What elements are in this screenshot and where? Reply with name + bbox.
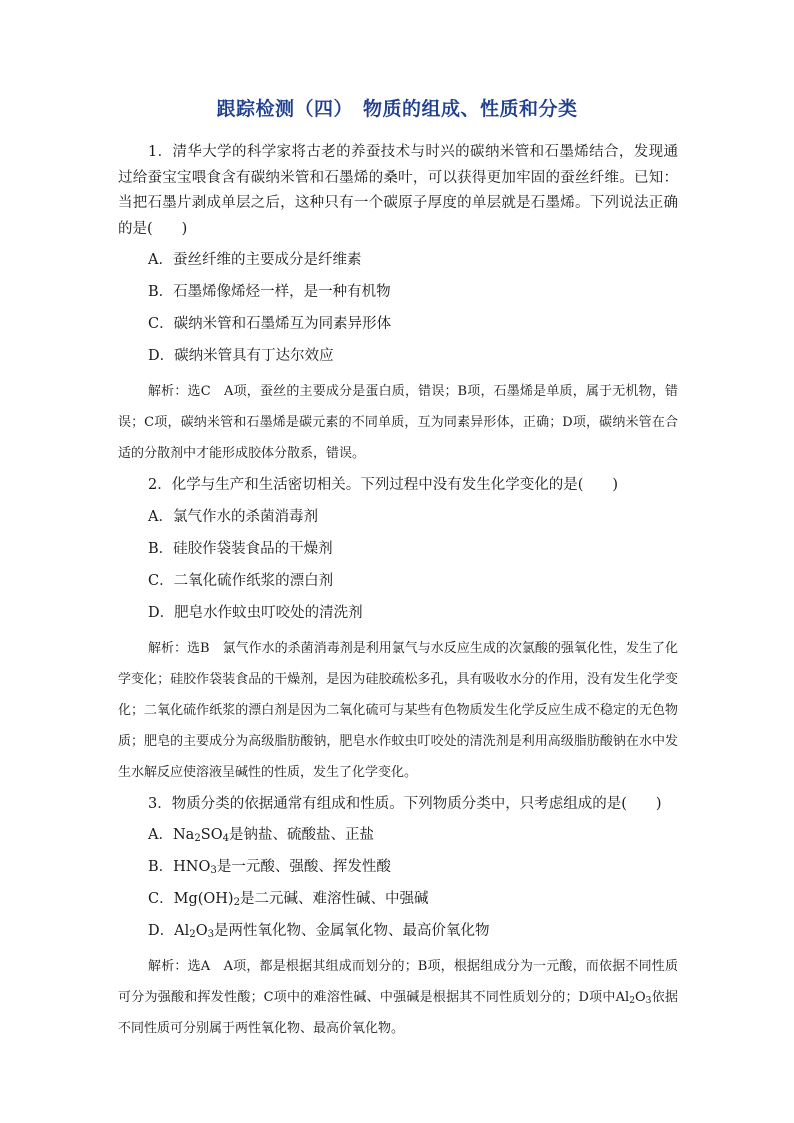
question-1-option-c: C．碳纳米管和石墨烯互为同素异形体 (148, 316, 392, 332)
subscript: 3 (207, 929, 215, 940)
text: A．Na (148, 827, 195, 843)
question-2-option-c: C．二氧化硫作纸浆的漂白剂 (148, 572, 334, 589)
text: 解析：选A A项，都是根据其组成而划分的；B项，根据组成分为一元酸，而依据不同性质可分为强酸和挥发性酸；C项中的难溶性碱、中强碱是根据其不同性质划分的；D项中Al (118, 959, 678, 1005)
subscript: 2 (629, 996, 635, 1006)
text: 是一元酸、强酸、挥发性酸 (216, 859, 391, 875)
text: O (195, 923, 208, 939)
question-1-option-a: A．蚕丝纤维的主要成分是纤维素 (148, 252, 362, 268)
text: O (635, 990, 646, 1005)
question-3-option-d (148, 919, 678, 945)
subscript: 2 (194, 833, 201, 844)
text: 是钠盐、硫酸盐、正盐 (229, 827, 375, 843)
text: 是二元碱、难溶性碱、中强碱 (240, 891, 429, 907)
question-2-explanation: 解析：选B 氯气作水的杀菌消毒剂是利用氯气与水反应生成的次氯酸的强氧化性，发生了化学变化；硅胶作袋装食品的干燥剂，是因为硅胶疏松多孔，具有吸收水分的作用，没有发生化学变化；二氧化硫作纸浆的漂白剂是因为二氧化硫可与某些有色物质发生化学反应生成不稳定的无色物质；肥皂的主要成分为高级脂肪酸钠，肥皂水作蚊虫叮咬处的清洗剂是利用高级脂肪酸钠在水中发生水解反应使溶液呈碱性的性质，发生了化学变化。 (118, 640, 678, 780)
question-3-option-b (148, 855, 678, 881)
question-2-option-a: A．氯气作水的杀菌消毒剂 (148, 508, 318, 525)
question-3-explanation (118, 951, 678, 1044)
subscript: 3 (210, 865, 217, 876)
question-3-option-c (148, 887, 678, 913)
subscript: 2 (233, 897, 241, 908)
question-1-stem: 1．清华大学的科学家将古老的养蚕技术与时兴的碳纳米管和石墨烯结合，发现通过给蚕宝宝喂食含有碳纳米管和石墨烯的桑叶，可以获得更加牢固的蚕丝纤维。已知：当把石墨片剥成单层之后，这种只有一个碳原子厚度的单层就是石墨烯。下列说法正确的是( ) (118, 144, 678, 237)
question-3-option-a (148, 823, 678, 849)
text: C．Mg(OH) (148, 891, 234, 907)
text: 依据不同性质可分别属于两性氧化物、最高价氧化物。 (118, 990, 678, 1036)
document-body (118, 140, 678, 1048)
subscript: 4 (222, 833, 230, 844)
question-2-option-b: B．硅胶作袋装食品的干燥剂 (148, 540, 333, 557)
question-1-explanation: 解析：选C A项，蚕丝的主要成分是蛋白质，错误；B项，石墨烯是单质，属于无机物，错误；C项，碳纳米管和石墨烯是碳元素的不同单质，互为同素异形体，正确；D项，碳纳米管在合适的分散剂中才能形成胶体分散系，错误。 (118, 384, 678, 461)
subscript: 2 (189, 929, 196, 940)
text: 是两性氧化物、金属氧化物、最高价氧化物 (214, 923, 490, 939)
page-title: 跟踪检测（四） 物质的组成、性质和分类 (216, 98, 578, 120)
question-2-option-d: D．肥皂水作蚊虫叮咬处的清洗剂 (148, 604, 363, 621)
question-1-option-b: B．石墨烯像烯烃一样，是一种有机物 (148, 284, 391, 300)
text: B．HNO (148, 859, 211, 875)
question-2-stem: 2．化学与生产和生活密切相关。下列过程中没有发生化学变化的是( ) (148, 477, 619, 493)
text: SO (200, 827, 223, 843)
subscript: 3 (645, 996, 652, 1006)
text: D．Al (148, 923, 190, 939)
question-1-option-d: D．碳纳米管具有丁达尔效应 (148, 348, 334, 364)
question-3-stem: 3．物质分类的依据通常有组成和性质。下列物质分类中，只考虑组成的是( ) (148, 795, 662, 812)
